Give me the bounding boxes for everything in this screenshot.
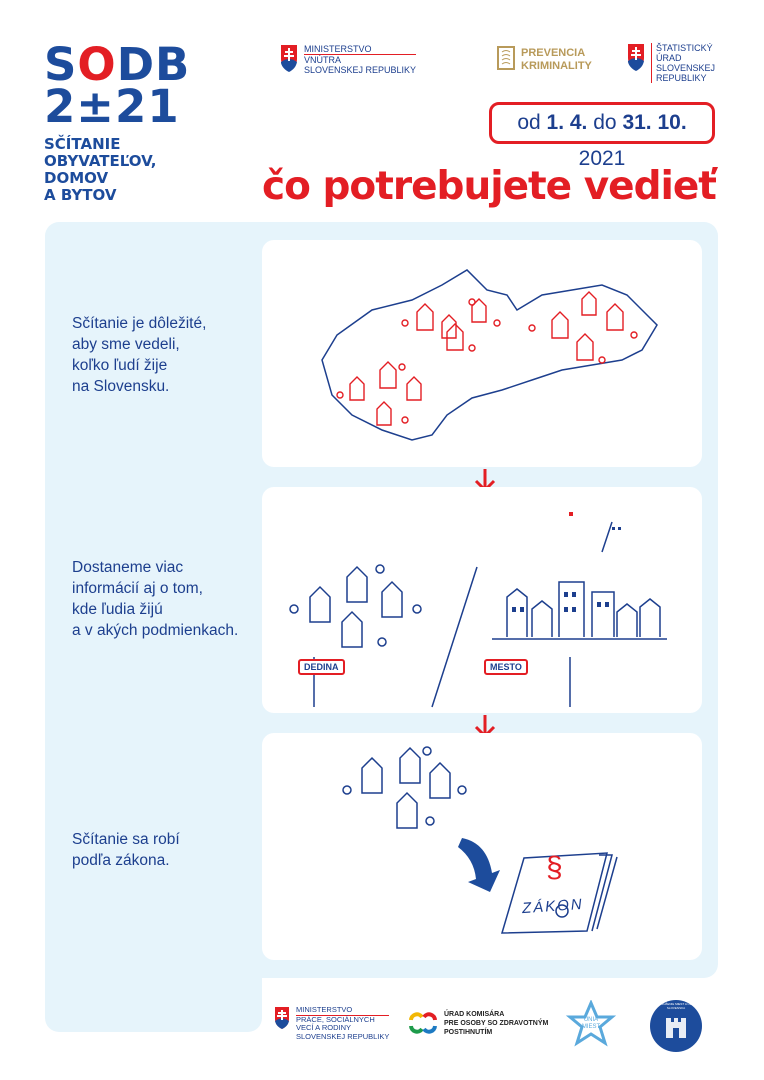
logo-sub-line: A BYTOV <box>44 186 117 204</box>
village-vs-city-illustration <box>262 487 702 713</box>
partner-line: POSTIHNUTÍM <box>444 1028 493 1036</box>
fingerprint-icon <box>497 46 515 74</box>
partner-line: PRE OSOBY SO ZDRAVOTNÝM <box>444 1019 549 1027</box>
partner-line: MINISTERSTVO <box>296 1006 389 1016</box>
partner-ministry-labour <box>274 1006 389 1041</box>
text-line: Dostaneme viac <box>72 559 184 576</box>
logo-subtitle <box>44 136 157 204</box>
partner-ministry-interior <box>280 44 416 75</box>
partner-line: VNÚTRA <box>304 55 342 65</box>
text-line: Sčítanie sa robí <box>72 831 180 848</box>
partner-union-of-towns <box>565 1000 617 1050</box>
text-line: a v akých podmienkach. <box>72 622 239 639</box>
partner-line: MINISTERSTVO <box>304 44 416 55</box>
text-line: podľa zákona. <box>72 852 170 869</box>
partner-line: SLOVENSKEJ <box>656 63 716 73</box>
partner-line: MIEST <box>581 1024 601 1030</box>
date-to-prefix: do <box>593 111 617 134</box>
village-sign: DEDINA <box>298 659 345 675</box>
date-to: 31. 10. <box>622 111 687 134</box>
city-sign: MESTO <box>484 659 528 675</box>
partner-line: KRIMINALITY <box>521 60 592 72</box>
law-document-label: ZÁKON <box>521 895 585 918</box>
partner-line: ŠTATISTICKÝ <box>656 43 713 53</box>
partner-line: SLOVENSKEJ REPUBLIKY <box>304 65 417 75</box>
section-3-card <box>262 733 702 960</box>
section-2-card <box>262 487 702 713</box>
text-line: kde ľudia žijú <box>72 601 163 618</box>
section-1-card <box>262 240 702 467</box>
logo-line2: 2±21 <box>44 80 180 133</box>
partner-line: REPUBLIKY <box>656 73 707 83</box>
partner-line: SLOVENSKEJ REPUBLIKY <box>296 1031 390 1041</box>
partner-association-towns-villages <box>650 1000 702 1052</box>
text-line: informácií aj o tom, <box>72 580 203 597</box>
section-3-text <box>72 829 262 871</box>
slovak-coat-of-arms-icon <box>627 43 645 71</box>
partner-statistical-office <box>627 43 715 83</box>
partner-line: PRÁCE, SOCIÁLNYCH <box>296 1014 375 1024</box>
partner-line: ÚRAD KOMISÁRA <box>444 1010 505 1018</box>
partner-line: VECÍ A RODINY <box>296 1023 352 1032</box>
slovak-coat-of-arms-icon <box>280 44 298 72</box>
date-year: 2021 <box>578 147 626 170</box>
paragraph-symbol: § <box>546 851 563 884</box>
logo-sub-line: OBYVATEĽOV, <box>44 152 157 170</box>
slovakia-map-illustration <box>262 240 702 467</box>
partner-line: ZDRUŽENIE MIEST A OBCÍ SLOVENSKA <box>657 1002 695 1010</box>
logo-sub-line: DOMOV <box>44 169 109 187</box>
date-range-badge <box>489 102 715 170</box>
logo-sub-line: SČÍTANIE <box>44 135 121 153</box>
partner-disability-commissioner <box>408 1008 548 1038</box>
date-from-prefix: od <box>517 111 541 134</box>
partner-line: PREVENCIA <box>521 47 586 59</box>
commissioner-logo-icon <box>408 1008 438 1038</box>
sodb-logo <box>44 38 191 133</box>
text-line: Sčítanie je dôležité, <box>72 315 207 332</box>
partner-line: ÚRAD <box>656 53 682 63</box>
partner-line: ÚNIA <box>583 1017 599 1023</box>
text-line: na Slovensku. <box>72 378 170 395</box>
castle-icon <box>650 1000 702 1052</box>
section-1-text <box>72 313 262 397</box>
panel-strip <box>45 960 262 1032</box>
text-line: koľko ľudí žije <box>72 357 168 374</box>
page-title: čo potrebujete vedieť <box>262 164 716 209</box>
partner-crime-prevention <box>497 46 592 74</box>
slovak-coat-of-arms-icon <box>274 1006 290 1030</box>
date-from: 1. 4. <box>546 111 588 134</box>
section-2-text <box>72 557 262 641</box>
houses-to-law-illustration <box>262 733 702 960</box>
logo-line1: SODB <box>44 38 191 91</box>
text-line: aby sme vedeli, <box>72 336 180 353</box>
